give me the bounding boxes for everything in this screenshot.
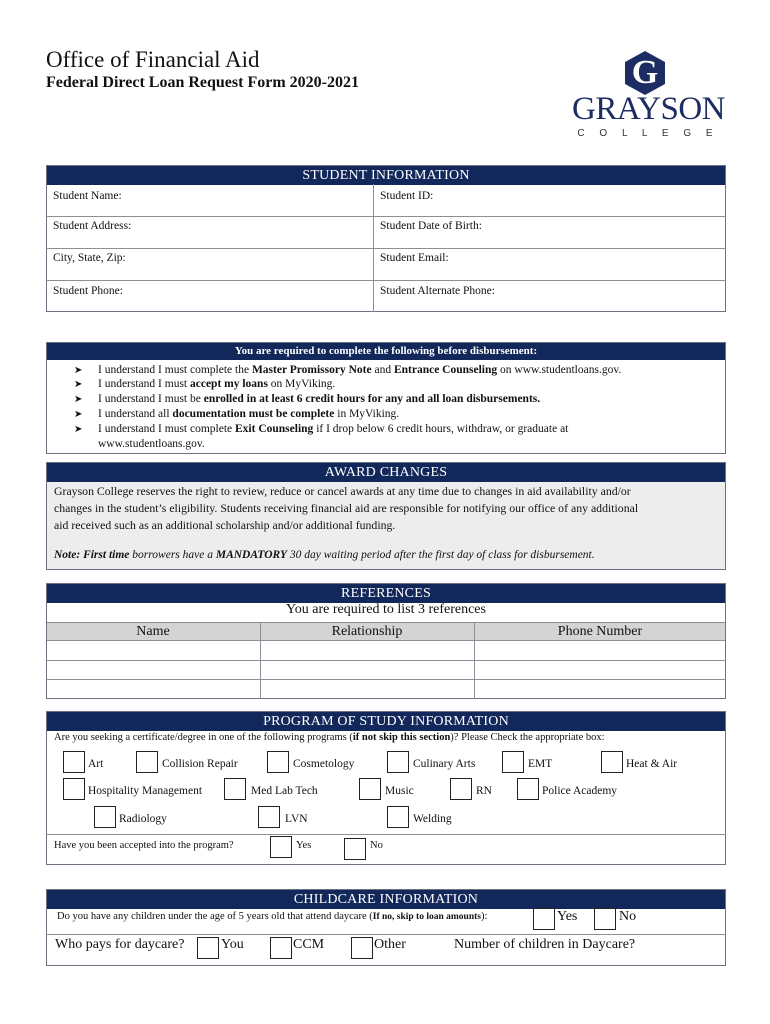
accepted-no-label: No	[370, 840, 383, 851]
student-name-field[interactable]: Student Name:	[53, 190, 122, 202]
music-label: Music	[385, 785, 414, 797]
requirement-item: ➤ I understand all documentation must be complete in MyViking.	[74, 407, 399, 423]
welding-checkbox[interactable]	[387, 806, 409, 828]
program-question: Are you seeking a certificate/degree in one of the following programs (if not skip this section)? Please Check the appropriate box:	[54, 732, 605, 743]
childcare-heading: CHILDCARE INFORMATION	[47, 890, 725, 909]
hospitality-label: Hospitality Management	[88, 785, 203, 797]
award-line: changes in the student’s eligibility. Students receiving financial aid are responsible for notifying our office of any additional	[54, 501, 639, 515]
requirements-heading: You are required to complete the following before disbursement:	[47, 343, 725, 360]
col-name: Name	[136, 624, 170, 639]
arrow-bullet-icon: ➤	[74, 365, 83, 376]
student-id-field[interactable]: Student ID:	[380, 190, 434, 202]
music-checkbox[interactable]	[359, 778, 381, 800]
reference-phone-input[interactable]	[475, 661, 725, 678]
row-line	[46, 280, 726, 281]
row-line	[46, 934, 726, 935]
program-heading: PROGRAM OF STUDY INFORMATION	[47, 712, 725, 731]
childcare-no-checkbox[interactable]	[594, 908, 616, 930]
childcare-yes-label: Yes	[557, 909, 578, 924]
emt-checkbox[interactable]	[502, 751, 524, 773]
cosmetology-label: Cosmetology	[293, 758, 355, 770]
logo-letter: G	[631, 54, 659, 91]
logo-name: GRAYSON	[572, 91, 725, 127]
arrow-bullet-icon: ➤	[74, 394, 83, 405]
accepted-question: Have you been accepted into the program?	[54, 840, 234, 851]
rn-checkbox[interactable]	[450, 778, 472, 800]
student-info-heading: STUDENT INFORMATION	[47, 166, 725, 185]
student-dob-field[interactable]: Student Date of Birth:	[380, 220, 482, 232]
num-children-label: Number of children in Daycare?	[454, 937, 636, 952]
city-state-zip-field[interactable]: City, State, Zip:	[53, 252, 126, 264]
childcare-yes-checkbox[interactable]	[533, 908, 555, 930]
reference-relationship-input[interactable]	[261, 642, 473, 659]
requirement-item: ➤ I understand I must complete the Master Promissory Note and Entrance Counseling on www.studentloans.gov.	[74, 363, 621, 379]
childcare-question: Do you have any children under the age of 5 years old that attend daycare (If no, skip to loan amounts):	[57, 911, 488, 922]
col-relationship: Relationship	[331, 624, 403, 639]
rn-label: RN	[476, 785, 492, 797]
culinary-arts-label: Culinary Arts	[413, 758, 476, 770]
lvn-label: LVN	[285, 813, 308, 825]
references-heading: REFERENCES	[47, 584, 725, 603]
reference-name-input[interactable]	[47, 642, 259, 659]
heat-air-checkbox[interactable]	[601, 751, 623, 773]
student-address-field[interactable]: Student Address:	[53, 220, 132, 232]
med-lab-tech-checkbox[interactable]	[224, 778, 246, 800]
requirement-item: ➤ I understand I must complete Exit Counseling if I drop below 6 credit hours, withdraw, or graduate at	[74, 422, 568, 438]
reference-name-input[interactable]	[47, 680, 259, 698]
requirement-item: ➤ I understand I must accept my loans on MyViking.	[74, 377, 335, 393]
row-line	[46, 834, 726, 835]
requirement-continuation: www.studentloans.gov.	[98, 438, 205, 450]
reference-name-input[interactable]	[47, 661, 259, 678]
form-title: Federal Direct Loan Request Form 2020-2021	[46, 74, 359, 91]
student-alt-phone-field[interactable]: Student Alternate Phone:	[380, 285, 495, 297]
college-logo	[570, 50, 725, 142]
collision-repair-checkbox[interactable]	[136, 751, 158, 773]
collision-repair-label: Collision Repair	[162, 758, 238, 770]
welding-label: Welding	[413, 813, 452, 825]
payer-ccm-label: CCM	[293, 937, 325, 952]
arrow-bullet-icon: ➤	[74, 379, 83, 390]
reference-phone-input[interactable]	[475, 642, 725, 659]
hospitality-checkbox[interactable]	[63, 778, 85, 800]
reference-phone-input[interactable]	[475, 680, 725, 698]
accepted-yes-checkbox[interactable]	[270, 836, 292, 858]
childcare-section	[46, 889, 726, 966]
row-line	[46, 248, 726, 249]
childcare-no-label: No	[619, 909, 637, 924]
award-line: aid received such as an additional scholarship and/or additional funding.	[54, 518, 396, 532]
student-email-field[interactable]: Student Email:	[380, 252, 449, 264]
culinary-arts-checkbox[interactable]	[387, 751, 409, 773]
references-subheading: You are required to list 3 references	[286, 602, 486, 617]
requirement-item: ➤ I understand I must be enrolled in at least 6 credit hours for any and all loan disbursements.	[74, 392, 540, 408]
award-changes-heading: AWARD CHANGES	[47, 463, 725, 482]
art-checkbox[interactable]	[63, 751, 85, 773]
arrow-bullet-icon: ➤	[74, 409, 83, 420]
radiology-label: Radiology	[119, 813, 167, 825]
payer-you-checkbox[interactable]	[197, 937, 219, 959]
payer-you-label: You	[221, 937, 244, 952]
heat-air-label: Heat & Air	[626, 758, 678, 770]
col-phone: Phone Number	[557, 624, 643, 639]
accepted-no-checkbox[interactable]	[344, 838, 366, 860]
logo-sub: C O L L E G E	[577, 128, 719, 139]
student-phone-field[interactable]: Student Phone:	[53, 285, 123, 297]
accepted-yes-label: Yes	[296, 840, 312, 851]
radiology-checkbox[interactable]	[94, 806, 116, 828]
award-note: Note: First time borrowers have a MANDATORY 30 day waiting period after the first day of class for disbursement.	[54, 549, 595, 561]
med-lab-tech-label: Med Lab Tech	[251, 785, 318, 797]
cosmetology-checkbox[interactable]	[267, 751, 289, 773]
emt-label: EMT	[528, 758, 553, 770]
art-label: Art	[88, 758, 104, 770]
row-line	[46, 216, 726, 217]
payer-ccm-checkbox[interactable]	[270, 937, 292, 959]
who-pays-label: Who pays for daycare?	[55, 937, 185, 952]
police-academy-checkbox[interactable]	[517, 778, 539, 800]
lvn-checkbox[interactable]	[258, 806, 280, 828]
office-title: Office of Financial Aid	[46, 47, 260, 72]
payer-other-checkbox[interactable]	[351, 937, 373, 959]
award-line: Grayson College reserves the right to review, reduce or cancel awards at any time due to changes in aid availability and/or	[54, 484, 631, 498]
award-changes-text	[54, 483, 724, 534]
arrow-bullet-icon: ➤	[74, 424, 83, 435]
police-academy-label: Police Academy	[542, 785, 618, 797]
reference-relationship-input[interactable]	[261, 680, 473, 698]
payer-other-label: Other	[374, 937, 406, 952]
reference-relationship-input[interactable]	[261, 661, 473, 678]
